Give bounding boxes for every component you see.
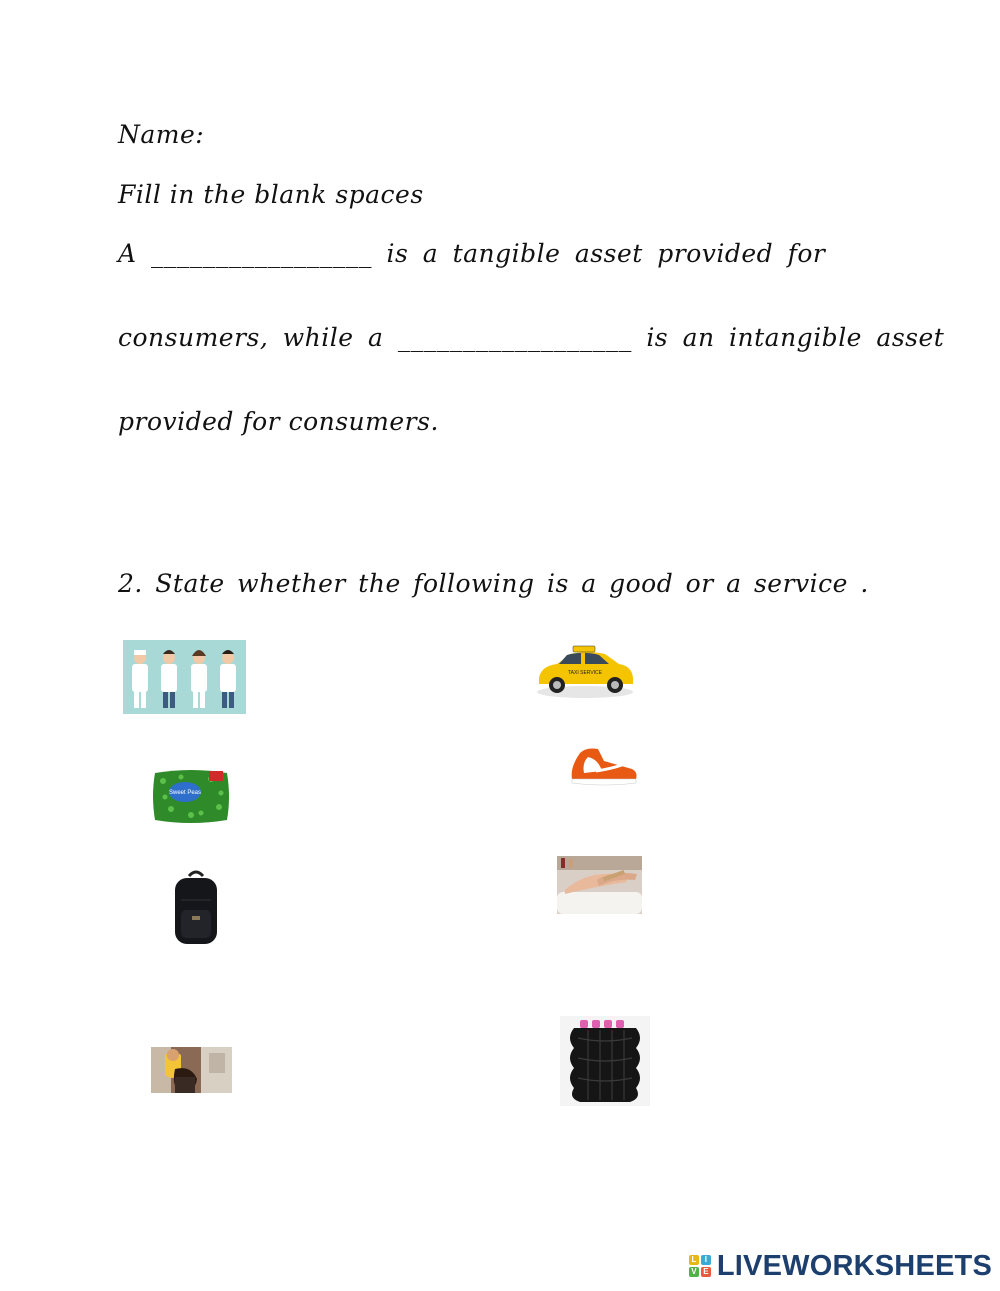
peas-label-text: Sweet Peas [168, 790, 202, 796]
logo-letter: I [701, 1255, 711, 1265]
question-1-line-3: provided for consumers. [118, 407, 439, 436]
liveworksheets-footer [689, 1251, 992, 1281]
brand-name: LIVEWORKSHEETS [716, 1249, 992, 1282]
q1-text-a: A [118, 239, 137, 268]
backpack-image [171, 870, 221, 946]
hair-salon-image [151, 1047, 232, 1093]
logo-letter: L [689, 1255, 699, 1265]
logo-letter: E [701, 1267, 711, 1277]
blank-1[interactable]: _________________ [151, 239, 373, 268]
hair-bundles-image [560, 1016, 650, 1106]
sneaker-image [570, 745, 638, 787]
q1-text-b: is a tangible asset provided for [386, 239, 826, 268]
manicure-image [557, 856, 642, 914]
doctors-image [123, 640, 246, 714]
taxi-image [533, 640, 638, 704]
logo-letter: V [689, 1267, 699, 1277]
blank-2[interactable]: __________________ [397, 323, 632, 352]
sweet-peas-image [151, 767, 231, 826]
question-2-prompt: 2. State whether the following is a good or a service . [118, 569, 869, 598]
instruction-text: Fill in the blank spaces [118, 180, 424, 209]
taxi-text: TAXI SERVICE [568, 670, 602, 676]
question-1-line-2 [118, 323, 944, 352]
name-label: Name: [118, 120, 205, 149]
question-1-line-1 [118, 239, 825, 268]
liveworksheets-logo-icon [689, 1255, 711, 1277]
q1-text-c: consumers, while a [118, 323, 384, 352]
q1-text-d: is an intangible asset [646, 323, 945, 352]
